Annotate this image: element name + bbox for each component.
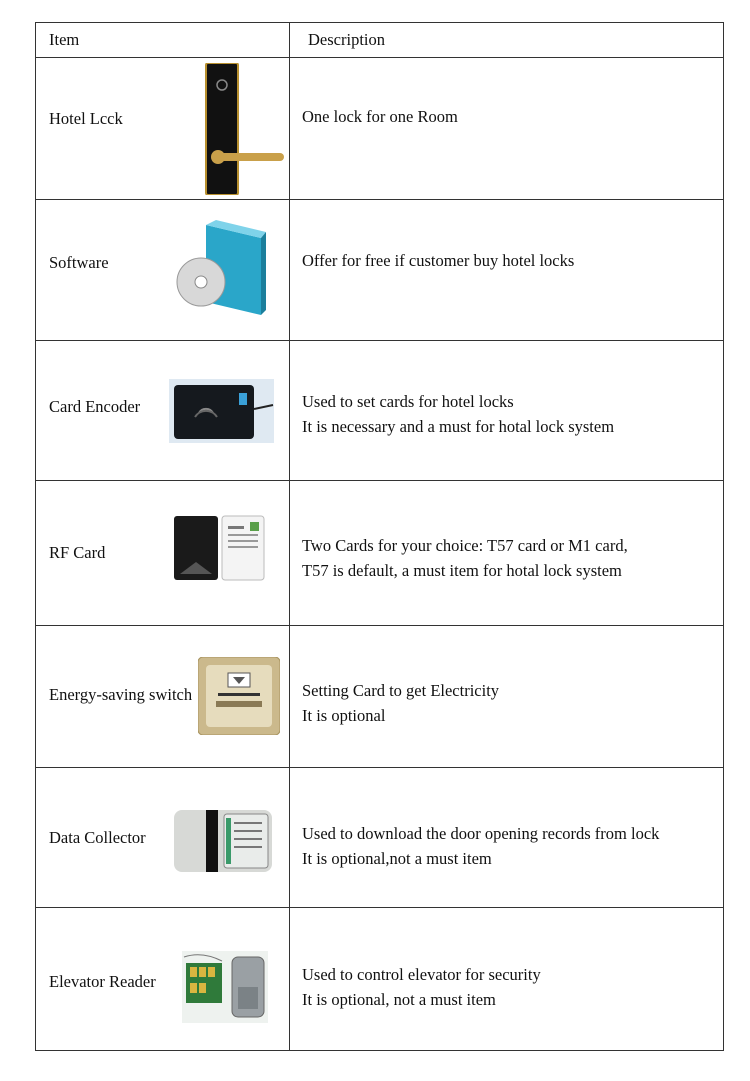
card-encoder-icon bbox=[169, 379, 274, 443]
software-box-icon bbox=[176, 220, 271, 318]
description-line: It is necessary and a must for hotal lock system bbox=[302, 417, 615, 436]
item-label: Card Encoder bbox=[49, 397, 141, 416]
table-row bbox=[36, 200, 723, 341]
description-cell bbox=[302, 533, 628, 583]
item-label: Data Collector bbox=[49, 828, 146, 847]
item-label: Hotel Lcck bbox=[49, 109, 123, 128]
table-row bbox=[36, 341, 723, 481]
description-cell bbox=[302, 248, 574, 273]
table-row bbox=[36, 768, 723, 908]
description-line: It is optional, not a must item bbox=[302, 990, 496, 1009]
header-item: Item bbox=[49, 30, 80, 49]
description-cell bbox=[302, 678, 499, 728]
table-row bbox=[36, 58, 723, 200]
rf-card-icon bbox=[174, 514, 266, 582]
description-line: Two Cards for your choice: T57 card or M1 card, bbox=[302, 536, 628, 555]
table-row bbox=[36, 908, 723, 1052]
hotel-lock-icon bbox=[196, 63, 286, 195]
energy-switch-icon bbox=[198, 657, 280, 735]
item-label: Elevator Reader bbox=[49, 972, 156, 991]
description-line: One lock for one Room bbox=[302, 107, 458, 126]
description-line: Setting Card to get Electricity bbox=[302, 681, 500, 700]
elevator-reader-icon bbox=[182, 951, 268, 1023]
table-header-row bbox=[36, 23, 723, 58]
description-cell bbox=[302, 821, 659, 871]
data-collector-icon bbox=[174, 808, 272, 874]
description-line: Used to set cards for hotel locks bbox=[302, 392, 514, 411]
header-description: Description bbox=[308, 30, 385, 49]
item-label: Energy-saving switch bbox=[49, 685, 193, 704]
table-row bbox=[36, 626, 723, 768]
description-cell bbox=[302, 962, 541, 1012]
description-line: T57 is default, a must item for hotal lock system bbox=[302, 561, 622, 580]
product-table bbox=[35, 22, 724, 1051]
description-cell bbox=[302, 104, 458, 129]
description-line: Used to download the door opening records from lock bbox=[302, 824, 660, 843]
item-label: RF Card bbox=[49, 543, 106, 562]
description-line: Used to control elevator for security bbox=[302, 965, 541, 984]
table-row bbox=[36, 481, 723, 626]
description-line: It is optional,not a must item bbox=[302, 849, 492, 868]
description-cell bbox=[302, 389, 614, 439]
item-label: Software bbox=[49, 253, 109, 272]
description-line: It is optional bbox=[302, 706, 386, 725]
description-line: Offer for free if customer buy hotel locks bbox=[302, 251, 575, 270]
